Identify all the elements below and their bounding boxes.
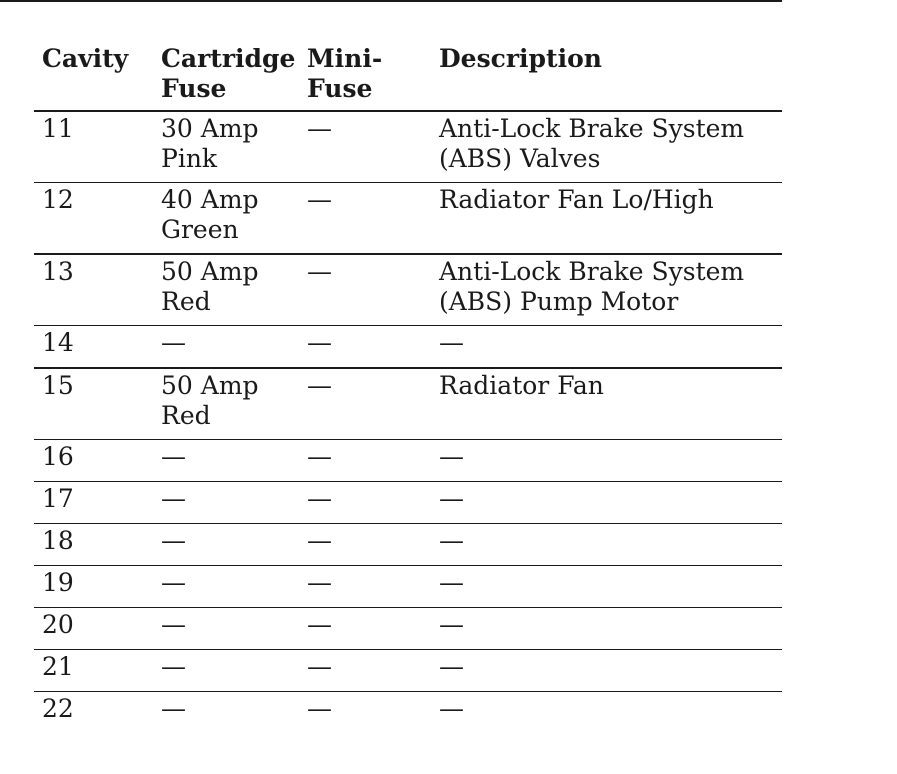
header-cartridge-fuse: Cartridge Fuse — [161, 44, 296, 103]
header-cavity: Cavity — [42, 44, 129, 73]
cartridge-fuse-cell: — — [161, 526, 186, 555]
description-cell: — — [439, 484, 464, 513]
mini-fuse-cell: — — [307, 257, 332, 286]
mini-fuse-cell: — — [307, 442, 332, 471]
header-mini-fuse: Mini- Fuse — [307, 44, 383, 103]
cartridge-fuse-cell: — — [161, 568, 186, 597]
cavity-cell: 19 — [42, 568, 74, 597]
cavity-cell: 22 — [42, 694, 74, 723]
cartridge-fuse-cell: 50 Amp Red — [161, 257, 259, 316]
cartridge-fuse-cell: — — [161, 328, 186, 357]
cavity-cell: 14 — [42, 328, 74, 357]
mini-fuse-cell: — — [307, 652, 332, 681]
description-cell: Radiator Fan Lo/High — [439, 185, 714, 214]
table-row — [34, 650, 782, 692]
cavity-cell: 13 — [42, 257, 74, 286]
mini-fuse-cell: — — [307, 610, 332, 639]
fuse-table — [34, 42, 782, 733]
table-row — [34, 255, 782, 326]
table-row — [34, 692, 782, 733]
cavity-cell: 11 — [42, 114, 74, 143]
cartridge-fuse-cell: 50 Amp Red — [161, 371, 259, 430]
cavity-cell: 16 — [42, 442, 74, 471]
cavity-cell: 12 — [42, 185, 74, 214]
table-row — [34, 369, 782, 440]
cavity-cell: 17 — [42, 484, 74, 513]
table-row — [34, 440, 782, 482]
table-row — [34, 524, 782, 566]
table-row — [34, 183, 782, 255]
description-cell: Anti-Lock Brake System (ABS) Pump Motor — [439, 257, 745, 316]
description-cell: — — [439, 568, 464, 597]
table-row — [34, 482, 782, 524]
mini-fuse-cell: — — [307, 694, 332, 723]
description-cell: — — [439, 652, 464, 681]
mini-fuse-cell: — — [307, 568, 332, 597]
table-row — [34, 326, 782, 369]
cavity-cell: 15 — [42, 371, 74, 400]
mini-fuse-cell: — — [307, 526, 332, 555]
cartridge-fuse-cell: — — [161, 610, 186, 639]
cartridge-fuse-cell: — — [161, 694, 186, 723]
mini-fuse-cell: — — [307, 328, 332, 357]
description-cell: — — [439, 328, 464, 357]
description-cell: — — [439, 526, 464, 555]
mini-fuse-cell: — — [307, 185, 332, 214]
mini-fuse-cell: — — [307, 371, 332, 400]
cartridge-fuse-cell: — — [161, 484, 186, 513]
cartridge-fuse-cell: — — [161, 442, 186, 471]
cavity-cell: 18 — [42, 526, 74, 555]
table-header-row — [34, 42, 782, 112]
mini-fuse-cell: — — [307, 114, 332, 143]
cavity-cell: 20 — [42, 610, 74, 639]
table-row — [34, 566, 782, 608]
description-cell: — — [439, 610, 464, 639]
cartridge-fuse-cell: 30 Amp Pink — [161, 114, 259, 173]
mini-fuse-cell: — — [307, 484, 332, 513]
table-row — [34, 608, 782, 650]
header-description: Description — [439, 44, 602, 73]
top-rule — [0, 0, 782, 2]
description-cell: — — [439, 694, 464, 723]
cartridge-fuse-cell: 40 Amp Green — [161, 185, 259, 244]
table-row — [34, 112, 782, 183]
cartridge-fuse-cell: — — [161, 652, 186, 681]
cavity-cell: 21 — [42, 652, 74, 681]
description-cell: Radiator Fan — [439, 371, 604, 400]
description-cell: Anti-Lock Brake System (ABS) Valves — [439, 114, 745, 173]
description-cell: — — [439, 442, 464, 471]
